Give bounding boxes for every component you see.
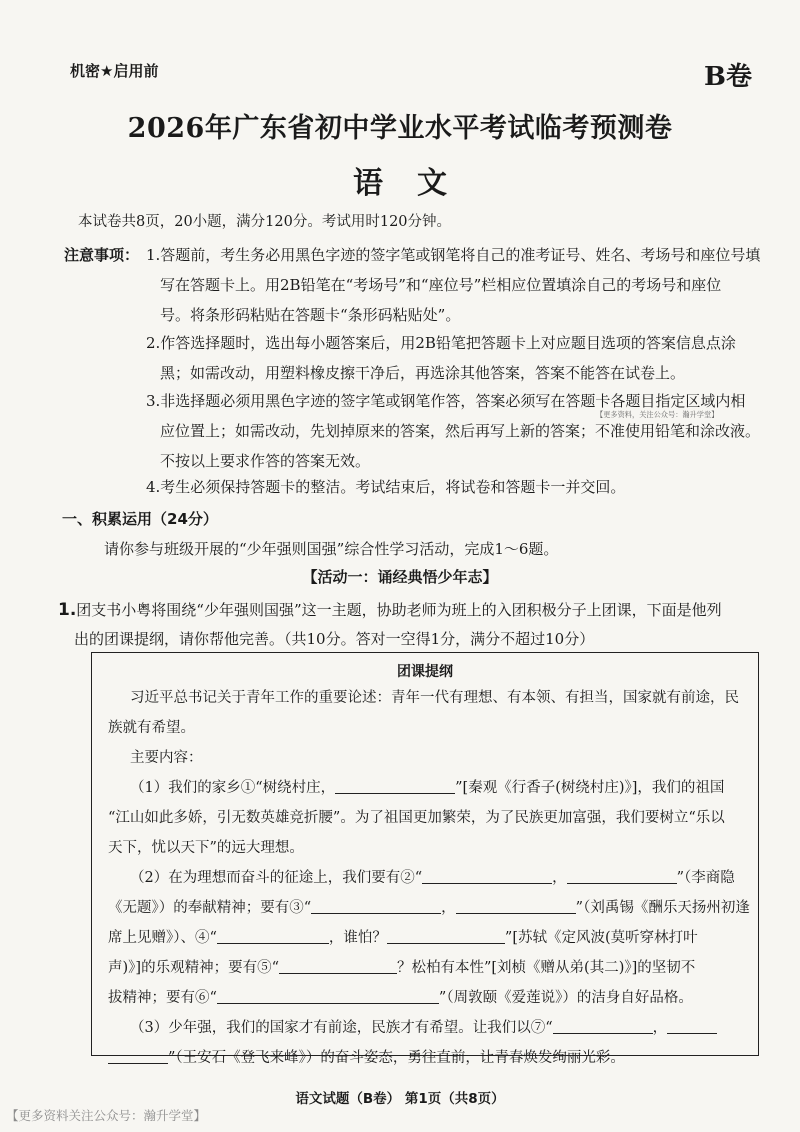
- outline-title: 团课提纲: [397, 664, 453, 680]
- note-line: 2.作答选择题时，选出每小题答案后，用2B铅笔把答题卡上对应题目选项的答案信息点涂: [146, 334, 736, 352]
- note-item-1: [146, 240, 760, 330]
- paper-version: B卷: [704, 62, 752, 92]
- note-line: 3.非选择题必须用黑色字迹的签字笔或钢笔作答，答案必须写在答题卡各题目指定区域内相: [146, 392, 746, 410]
- outline-text: ”（王安石《登飞来峰》）的奋斗姿态，勇往直前，让青春焕发绚丽光彩。: [168, 1050, 625, 1066]
- outline-text: ？松柏有本性”[刘桢《赠从弟(其二)》]的坚韧不: [396, 960, 696, 976]
- outline-line: [108, 1043, 748, 1073]
- outline-line: 天下，忧以天下”的远大理想。: [108, 840, 304, 856]
- outline-text: ”（刘禹锡《酬乐天扬州初逢: [575, 900, 750, 916]
- note-line: 不按以上要求作答的答案无效。: [160, 452, 371, 470]
- outline-text: ，谁怕？: [328, 930, 387, 946]
- note-line: 4.考生必须保持答题卡的整洁。考试结束后，将试卷和答题卡一并交回。: [146, 478, 626, 496]
- stamp-text: 【更多资料，关注公众号：瀚升学堂】: [596, 410, 719, 419]
- note-item-2: [146, 328, 736, 388]
- note-line: 号。将条形码粘贴在答题卡“条形码粘贴处”。: [160, 306, 461, 324]
- answer-blank-7c[interactable]: [108, 1045, 168, 1064]
- exam-title: 2026年广东省初中学业水平考试临考预测卷: [127, 113, 673, 144]
- outline-line: [108, 983, 748, 1013]
- outline-text: 《无题》）的奉献精神；要有③“: [108, 900, 312, 916]
- outline-text: ”（周敦颐《爱莲说》）的洁身自好品格。: [438, 990, 693, 1006]
- answer-blank-1[interactable]: [335, 775, 455, 794]
- outline-text: ”（李商隐: [676, 870, 735, 886]
- question-1: [58, 596, 778, 654]
- outline-line: [108, 773, 748, 803]
- outline-line: [108, 863, 748, 893]
- subject-title: 语文: [353, 166, 481, 201]
- section-intro: 请你参与班级开展的“少年强则国强”综合性学习活动，完成1～6题。: [104, 540, 559, 558]
- answer-blank-2a[interactable]: [422, 865, 552, 884]
- outline-text: （3）少年强，我们的国家才有前途，民族才有希望。让我们以⑦“: [130, 1020, 553, 1036]
- answer-blank-4b[interactable]: [387, 925, 505, 944]
- outline-text: ”[苏轼《定风波(莫听穿林打叶: [504, 930, 698, 946]
- outline-text: 席上见赠》）、④“: [108, 930, 217, 946]
- note-line: 黑；如需改动，用塑料橡皮擦干净后，再选涂其他答案，答案不能答在试卷上。: [160, 364, 686, 382]
- question-number: 1.: [58, 600, 77, 620]
- outline-text: ，: [652, 1020, 668, 1036]
- exam-intro: 本试卷共8页，20小题，满分120分。考试用时120分钟。: [78, 214, 452, 230]
- outline-line: 主要内容：: [130, 750, 203, 766]
- question-text: 团支书小粤将围绕“少年强则国强”这一主题，协助老师为班上的入团积极分子上团课，下面是他列: [76, 601, 722, 619]
- outline-line: [108, 1013, 748, 1043]
- outline-text: （1）我们的家乡①“树绕村庄，: [130, 780, 336, 796]
- note-line: 写在答题卡上。用2B铅笔在“考场号”和“座位号”栏相应位置填涂自己的考场号和座位: [160, 276, 722, 294]
- lesson-outline-box: [91, 652, 759, 1066]
- answer-blank-5[interactable]: [279, 955, 397, 974]
- outline-text: 声)》]的乐观精神；要有⑤“: [108, 960, 279, 976]
- outline-text: （2）在为理想而奋斗的征途上，我们要有②“: [130, 870, 423, 886]
- note-line: 1.答题前，考生务必用黑色字迹的签字笔或钢笔将自己的准考证号、姓名、考场号和座位号填: [146, 246, 761, 264]
- note-item-4: [146, 472, 625, 502]
- activity-title: 【活动一：诵经典悟少年志】: [302, 568, 498, 586]
- outline-line: [108, 893, 748, 923]
- question-text: 出的团课提纲，请你帮他完善。（共10分。答对一空得1分，满分不超过10分）: [74, 630, 595, 648]
- outline-text: 拔精神；要有⑥“: [108, 990, 217, 1006]
- section-heading: 一、积累运用（24分）: [62, 510, 218, 528]
- outline-text: ”[秦观《行香子(树绕村庄)》]，我们的祖国: [455, 780, 725, 796]
- note-line: 应位置上；如需改动，先划掉原来的答案，然后再写上新的答案；不准使用铅笔和涂改液。: [160, 422, 761, 440]
- confidential-label: 机密★启用前: [70, 62, 159, 80]
- answer-blank-7a[interactable]: [553, 1015, 653, 1034]
- answer-blank-3a[interactable]: [311, 895, 441, 914]
- answer-blank-4a[interactable]: [217, 925, 329, 944]
- outline-line: [108, 923, 748, 953]
- watermark-text: 【更多资料关注公众号：瀚升学堂】: [6, 1108, 207, 1123]
- outline-body: [108, 683, 748, 1073]
- page-footer: 语文试题（B卷） 第1页（共8页）: [295, 1091, 505, 1107]
- answer-blank-6[interactable]: [217, 985, 439, 1004]
- answer-blank-2b[interactable]: [567, 865, 677, 884]
- note-item-3: [146, 386, 760, 476]
- outline-text: ，: [441, 900, 456, 916]
- answer-blank-7b[interactable]: [667, 1015, 717, 1034]
- outline-line: “江山如此多娇，引无数英雄竞折腰”。为了祖国更加繁荣，为了民族更加富强，我们要树立“乐以: [108, 810, 725, 826]
- outline-line: 族就有希望。: [108, 720, 195, 736]
- answer-blank-3b[interactable]: [456, 895, 576, 914]
- outline-text: ，: [552, 870, 567, 886]
- outline-line: [108, 953, 748, 983]
- outline-line: 习近平总书记关于青年工作的重要论述：青年一代有理想、有本领、有担当，国家就有前途，民: [130, 690, 739, 706]
- notes-label: 注意事项：: [64, 246, 140, 264]
